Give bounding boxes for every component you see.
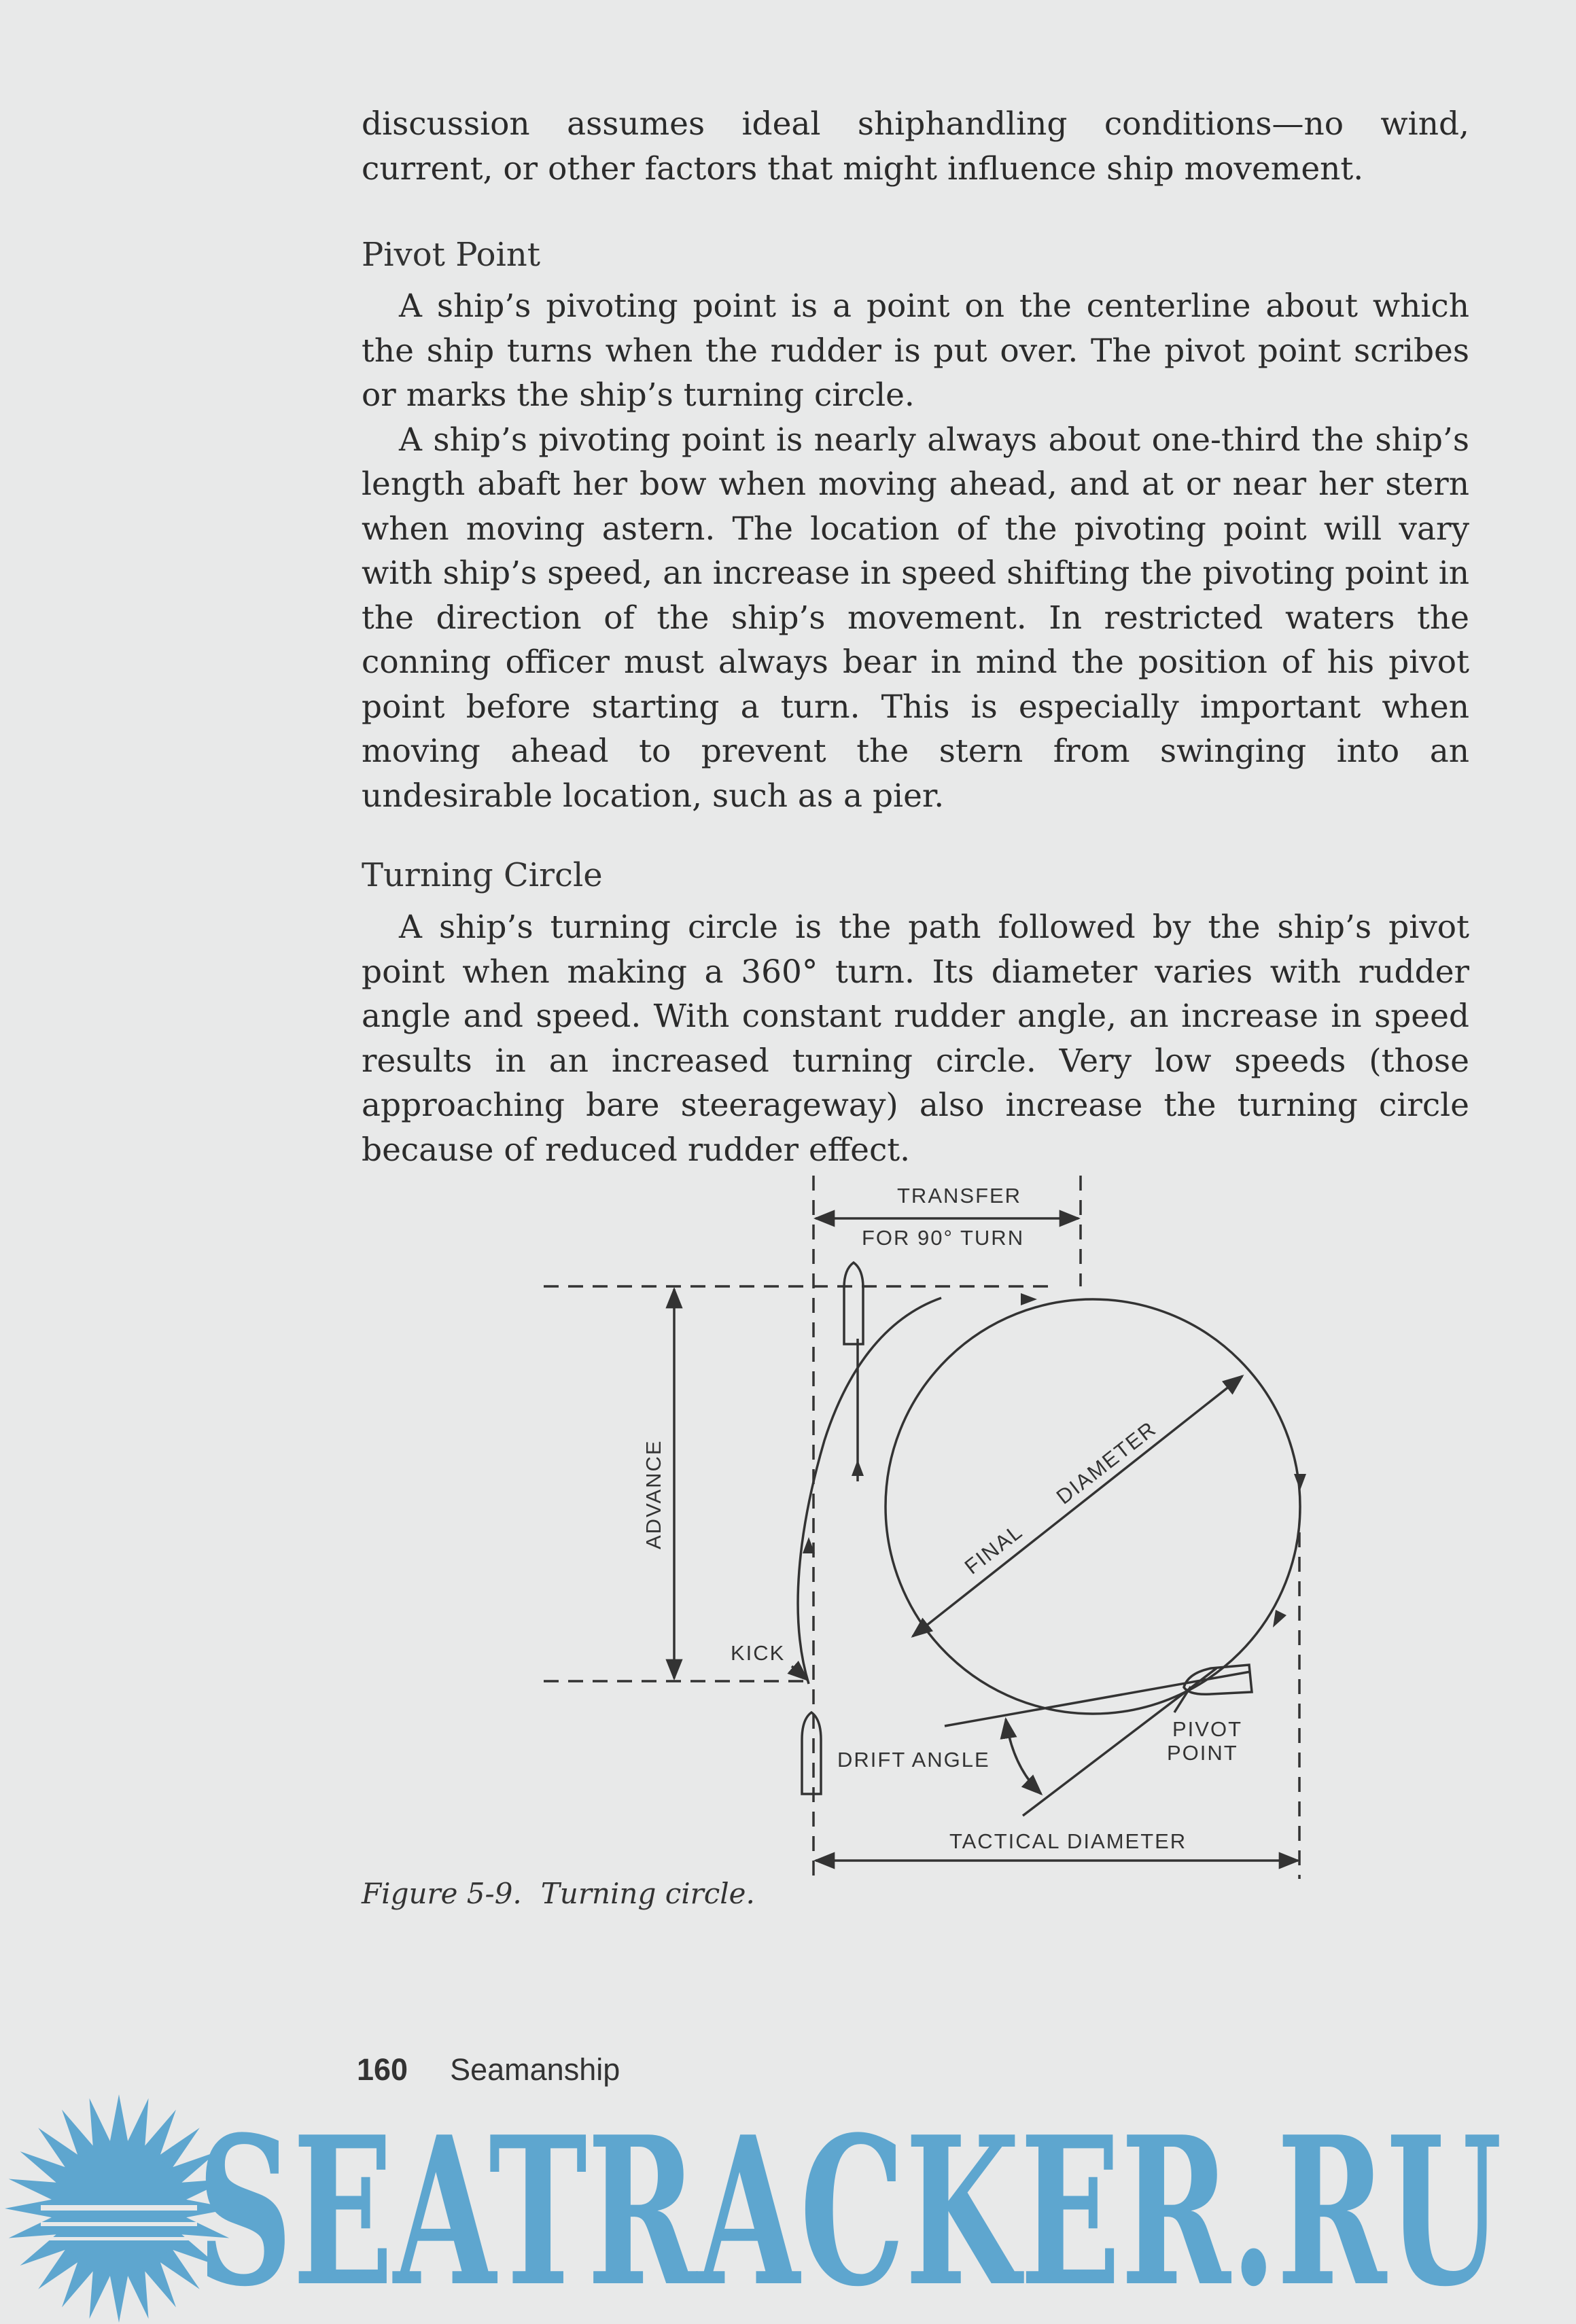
path-arrow-2 [852,1460,864,1476]
path-arrow-5 [1273,1610,1286,1627]
path-arrow-4 [1294,1474,1306,1490]
turning-circle-diagram [523,1169,1339,1882]
figure-number: Figure 5-9. [362,1877,522,1910]
page-number: 160 [357,2052,408,2087]
pivot-point-body [362,284,1469,818]
ship-transfer-icon [844,1263,863,1344]
ship-pivot-icon [1184,1665,1252,1694]
pivot-paragraph-2: A ship’s pivoting point is nearly always about one-third the ship’s length abaft her bow when moving ahead, and at or near her stern when moving astern. The location of the pivoting point will vary with ship’s speed, an increase in speed shifting the pivoting point in the direction of the ship’s movement. In restricted waters the conning officer must always bear in mind the position of his pivot point before starting a turn. This is especially important when moving ahead to prevent the stern from swinging into an undesirable location, such as a pier. [362,421,1469,815]
final-diameter-arrow [913,1376,1242,1636]
point-label: POINT [1167,1741,1238,1765]
tactical-diameter-label: TACTICAL DIAMETER [949,1829,1187,1853]
drift-angle-label: DRIFT ANGLE [837,1748,990,1772]
pivot-label: PIVOT [1172,1717,1243,1741]
path-arrow-3 [1021,1293,1037,1305]
turning-circle-heading: Turning Circle [362,856,603,894]
for-90-turn-label: FOR 90° TURN [862,1226,1025,1250]
final-turning-circle [886,1299,1300,1714]
pivot-point-heading: Pivot Point [362,236,541,274]
kick-label: KICK [731,1641,786,1665]
figure-caption [362,1877,755,1910]
pivot-paragraph-1: A ship’s pivoting point is a point on the centerline about which the ship turns when the rudder is put over. The pivot point scribes or marks the ship’s turning circle. [362,287,1469,414]
turning-circle-body [362,905,1469,1172]
figure-title: Turning circle. [540,1877,755,1910]
approach-path [798,1298,941,1684]
final-label: FINAL [960,1519,1028,1579]
diameter-label: DIAMETER [1051,1416,1161,1509]
watermark-text: SEATRACKER.RU [197,2093,1502,2324]
drift-angle-arc [1006,1719,1041,1794]
seatracker-watermark [0,2093,1576,2324]
ship-start-icon [802,1712,821,1794]
turning-paragraph-1: A ship’s turning circle is the path followed by the ship’s pivot point when making a 360° turn. Its diameter varies with rudder angle and speed. With constant rudder angle, an increase in speed results in an increased turning circle. Very low speeds (those approaching bare steerageway) also increase the turning circle because of reduced rudder effect. [362,909,1469,1169]
intro-text: discussion assumes ideal shiphandling conditions—no wind, current, or other factors that might influence ship movement. [362,105,1469,188]
advance-label: ADVANCE [642,1439,665,1549]
footer-section: Seamanship [450,2052,620,2087]
intro-paragraph [362,102,1469,191]
transfer-label: TRANSFER [897,1184,1022,1208]
page-footer [357,2052,620,2088]
